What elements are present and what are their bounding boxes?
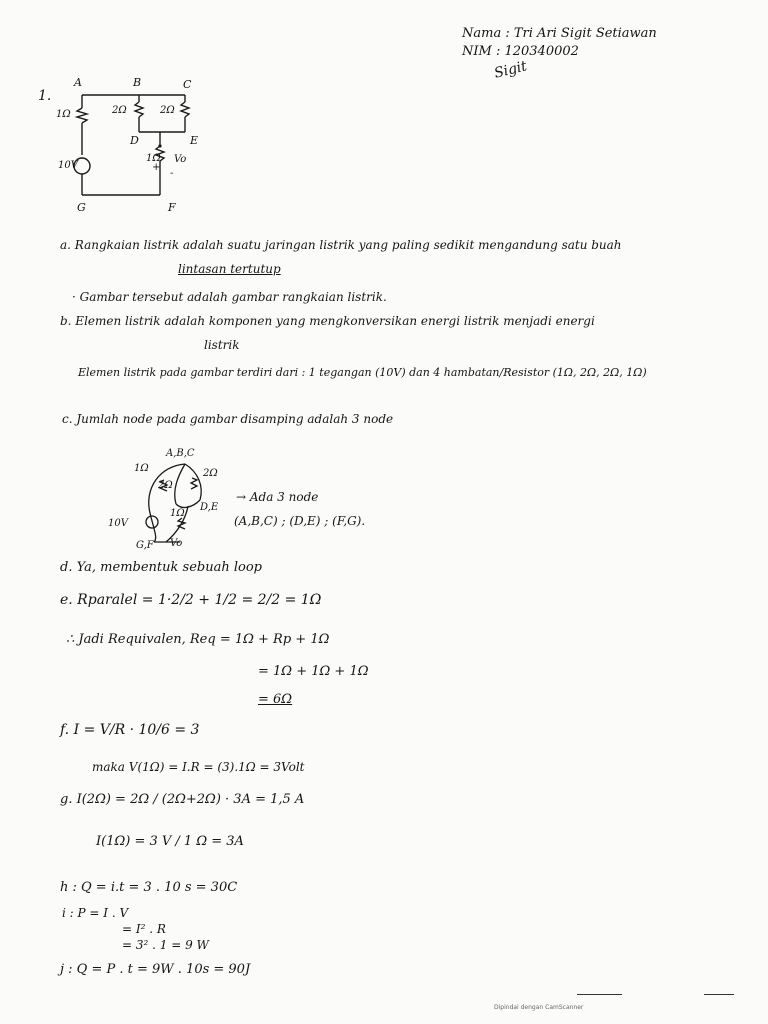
name-line: Nama : Tri Ari Sigit Setiawan <box>462 26 657 41</box>
label-v-source: 10V <box>58 160 78 171</box>
footer-divider-left <box>577 994 622 995</box>
node-label-abc: A,B,C <box>166 448 195 459</box>
label-r-left: 1Ω <box>56 109 71 120</box>
answer-a-line3: · Gambar tersebut adalah gambar rangkaian listrik. <box>72 290 387 304</box>
label-minus: - <box>170 168 174 179</box>
label-A: A <box>74 76 82 89</box>
node-label-de: D,E <box>200 502 219 513</box>
problem-number: 1. <box>38 88 52 104</box>
label-E: E <box>190 134 199 147</box>
node-label-r3: 2Ω <box>203 468 218 479</box>
label-plus: + <box>152 162 161 173</box>
answer-e-line2: ∴ Jadi Requivalen, Req = 1Ω + Rp + 1Ω <box>66 632 330 647</box>
label-r-right: 2Ω <box>160 105 175 116</box>
scanner-footer: Dipindai dengan CamScanner <box>494 1004 584 1011</box>
node-label-r2: 2Ω <box>158 480 173 491</box>
node-label-v: 10V <box>108 518 128 529</box>
node-label-gf: G,F <box>136 540 154 551</box>
answer-j: j : Q = P . t = 9W . 10s = 90J <box>60 962 251 977</box>
answer-e-line3: = 1Ω + 1Ω + 1Ω <box>258 664 369 679</box>
label-D: D <box>130 134 139 147</box>
label-r-de: 1Ω <box>146 153 161 164</box>
node-label-r1: 1Ω <box>134 463 149 474</box>
label-B: B <box>133 76 142 89</box>
answer-a-line2: lintasan tertutup <box>178 262 281 276</box>
answer-g-line1: g. I(2Ω) = 2Ω / (2Ω+2Ω) · 3A = 1,5 A <box>60 792 305 807</box>
label-G: G <box>77 201 86 214</box>
node-label-r4: 1Ω <box>170 508 185 519</box>
answer-g-line2: I(1Ω) = 3 V / 1 Ω = 3A <box>96 834 244 849</box>
answer-f-line2: maka V(1Ω) = I.R = (3).1Ω = 3Volt <box>92 760 305 774</box>
answer-e-line1: e. Rparalel = 1·2/2 + 1/2 = 2/2 = 1Ω <box>60 592 322 608</box>
answer-e-line4: = 6Ω <box>258 692 293 707</box>
answer-f-line1: f. I = V/R · 10/6 = 3 <box>60 722 200 738</box>
label-F: F <box>168 201 176 214</box>
signature: Sigit <box>492 58 529 82</box>
footer-divider-right <box>704 994 734 995</box>
answer-d: d. Ya, membentuk sebuah loop <box>60 560 262 575</box>
circuit-diagram <box>60 80 260 220</box>
answer-c-line2: → Ada 3 node <box>236 490 319 504</box>
answer-a-line1: a. Rangkaian listrik adalah suatu jaringan listrik yang paling sedikit mengandung satu buah <box>60 238 622 252</box>
answer-h: h : Q = i.t = 3 . 10 s = 30C <box>60 880 238 895</box>
label-C: C <box>183 78 192 91</box>
answer-i-line3: = 3² . 1 = 9 W <box>122 938 209 952</box>
answer-b-line2: listrik <box>204 338 240 352</box>
answer-i-line2: = I² . R <box>122 922 166 936</box>
label-vo: Vo <box>174 154 187 165</box>
nim-line: NIM : 120340002 <box>462 44 579 59</box>
node-label-vo: Vo <box>170 538 183 549</box>
answer-c-line3: (A,B,C) ; (D,E) ; (F,G). <box>234 514 366 528</box>
answer-b-line3: Elemen listrik pada gambar terdiri dari : 1 tegangan (10V) dan 4 hambatan/Resistor (1Ω, 2Ω, 2Ω, 1Ω) <box>78 366 647 379</box>
answer-i-line1: i : P = I . V <box>62 906 129 920</box>
answer-b-line1: b. Elemen listrik adalah komponen yang mengkonversikan energi listrik menjadi energi <box>60 314 595 328</box>
label-r-mid: 2Ω <box>112 105 127 116</box>
answer-c-line1: c. Jumlah node pada gambar disamping adalah 3 node <box>62 412 394 426</box>
